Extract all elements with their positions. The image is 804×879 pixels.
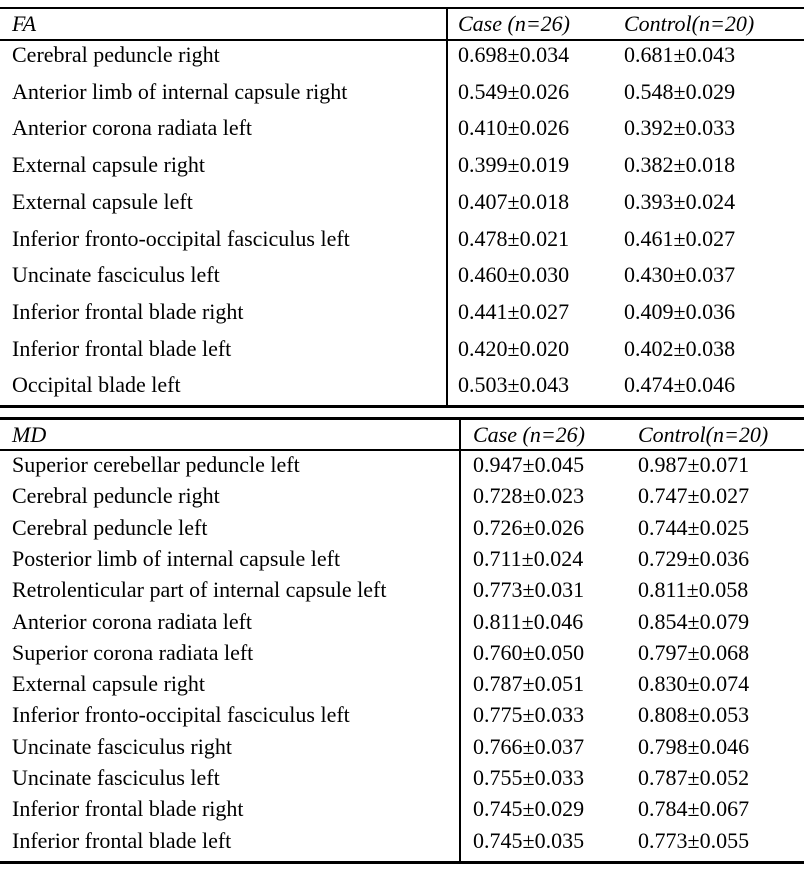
md-table [0, 417, 804, 864]
region-cell: Uncinate fasciculus right [12, 733, 232, 759]
region-cell: Inferior frontal blade left [12, 335, 232, 361]
region-cell: Uncinate fasciculus left [12, 765, 220, 790]
case-value-cell: 0.755±0.033 [473, 765, 585, 790]
region-cell: Anterior limb of internal capsule right [12, 78, 348, 104]
control-value-cell: 0.382±0.018 [624, 152, 736, 178]
region-cell: Inferior frontal blade left [12, 827, 232, 853]
fa-case-header: Case (n=26) [458, 11, 570, 36]
control-value-cell: 0.808±0.053 [638, 702, 750, 728]
case-value-cell: 0.460±0.030 [458, 262, 570, 288]
case-value-cell: 0.766±0.037 [473, 733, 585, 759]
case-value-cell: 0.745±0.029 [473, 796, 585, 822]
case-value-cell: 0.760±0.050 [473, 639, 585, 665]
region-cell: Inferior frontal blade right [12, 298, 244, 324]
md-header-rule [0, 449, 804, 451]
fa-label: FA [12, 11, 37, 36]
case-value-cell: 0.407±0.018 [458, 188, 570, 214]
fa-table [0, 7, 804, 408]
control-value-cell: 0.798±0.046 [638, 733, 750, 759]
control-value-cell: 0.773±0.055 [638, 827, 750, 853]
control-value-cell: 0.409±0.036 [624, 298, 736, 324]
md-bottom-rule [0, 861, 804, 864]
case-value-cell: 0.441±0.027 [458, 298, 570, 324]
fa-control-header: Control(n=20) [624, 11, 755, 36]
control-value-cell: 0.811±0.058 [638, 577, 749, 603]
control-value-cell: 0.430±0.037 [624, 262, 736, 288]
case-value-cell: 0.947±0.045 [473, 452, 585, 477]
md-label: MD [12, 422, 47, 447]
fa-bottom-rule [0, 405, 804, 408]
fa-column-divider [446, 7, 448, 408]
region-cell: Cerebral peduncle left [12, 514, 208, 540]
control-value-cell: 0.744±0.025 [638, 514, 750, 540]
region-cell: Anterior corona radiata left [12, 115, 253, 141]
md-column-divider [459, 417, 461, 864]
region-cell: External capsule right [12, 671, 206, 697]
control-value-cell: 0.729±0.036 [638, 545, 750, 571]
region-cell: Cerebral peduncle right [12, 483, 220, 509]
case-value-cell: 0.773±0.031 [473, 577, 585, 603]
control-value-cell: 0.987±0.071 [638, 452, 750, 477]
case-value-cell: 0.698±0.034 [458, 42, 570, 67]
region-cell: Inferior fronto-occipital fasciculus left [12, 225, 350, 251]
fa-top-rule [0, 7, 804, 9]
control-value-cell: 0.392±0.033 [624, 115, 736, 141]
control-value-cell: 0.830±0.074 [638, 671, 750, 697]
region-cell: Inferior frontal blade right [12, 796, 244, 822]
case-value-cell: 0.726±0.026 [473, 514, 585, 540]
case-value-cell: 0.728±0.023 [473, 483, 585, 509]
region-cell: Superior cerebellar peduncle left [12, 452, 300, 477]
control-value-cell: 0.681±0.043 [624, 42, 736, 67]
control-value-cell: 0.747±0.027 [638, 483, 750, 509]
region-cell: Cerebral peduncle right [12, 42, 220, 67]
case-value-cell: 0.711±0.024 [473, 545, 584, 571]
region-cell: Uncinate fasciculus left [12, 262, 220, 288]
md-case-header: Case (n=26) [473, 422, 585, 447]
region-cell: Anterior corona radiata left [12, 608, 253, 634]
case-value-cell: 0.787±0.051 [473, 671, 585, 697]
md-top-rule [0, 417, 804, 420]
control-value-cell: 0.393±0.024 [624, 188, 736, 214]
control-value-cell: 0.461±0.027 [624, 225, 736, 251]
case-value-cell: 0.811±0.046 [473, 608, 584, 634]
case-value-cell: 0.410±0.026 [458, 115, 570, 141]
fa-header-rule [0, 39, 804, 41]
region-cell: Superior corona radiata left [12, 639, 254, 665]
control-value-cell: 0.548±0.029 [624, 78, 736, 104]
region-cell: External capsule left [12, 188, 193, 214]
control-value-cell: 0.797±0.068 [638, 639, 750, 665]
case-value-cell: 0.503±0.043 [458, 372, 570, 398]
control-value-cell: 0.787±0.052 [638, 765, 750, 790]
region-cell: External capsule right [12, 152, 206, 178]
control-value-cell: 0.854±0.079 [638, 608, 750, 634]
case-value-cell: 0.549±0.026 [458, 78, 570, 104]
case-value-cell: 0.399±0.019 [458, 152, 570, 178]
case-value-cell: 0.478±0.021 [458, 225, 570, 251]
case-value-cell: 0.775±0.033 [473, 702, 585, 728]
case-value-cell: 0.420±0.020 [458, 335, 570, 361]
md-control-header: Control(n=20) [638, 422, 769, 447]
region-cell: Posterior limb of internal capsule left [12, 545, 341, 571]
region-cell: Retrolenticular part of internal capsule left [12, 577, 387, 603]
control-value-cell: 0.402±0.038 [624, 335, 736, 361]
case-value-cell: 0.745±0.035 [473, 827, 585, 853]
region-cell: Occipital blade left [12, 372, 181, 398]
control-value-cell: 0.474±0.046 [624, 372, 736, 398]
control-value-cell: 0.784±0.067 [638, 796, 750, 822]
region-cell: Inferior fronto-occipital fasciculus left [12, 702, 350, 728]
